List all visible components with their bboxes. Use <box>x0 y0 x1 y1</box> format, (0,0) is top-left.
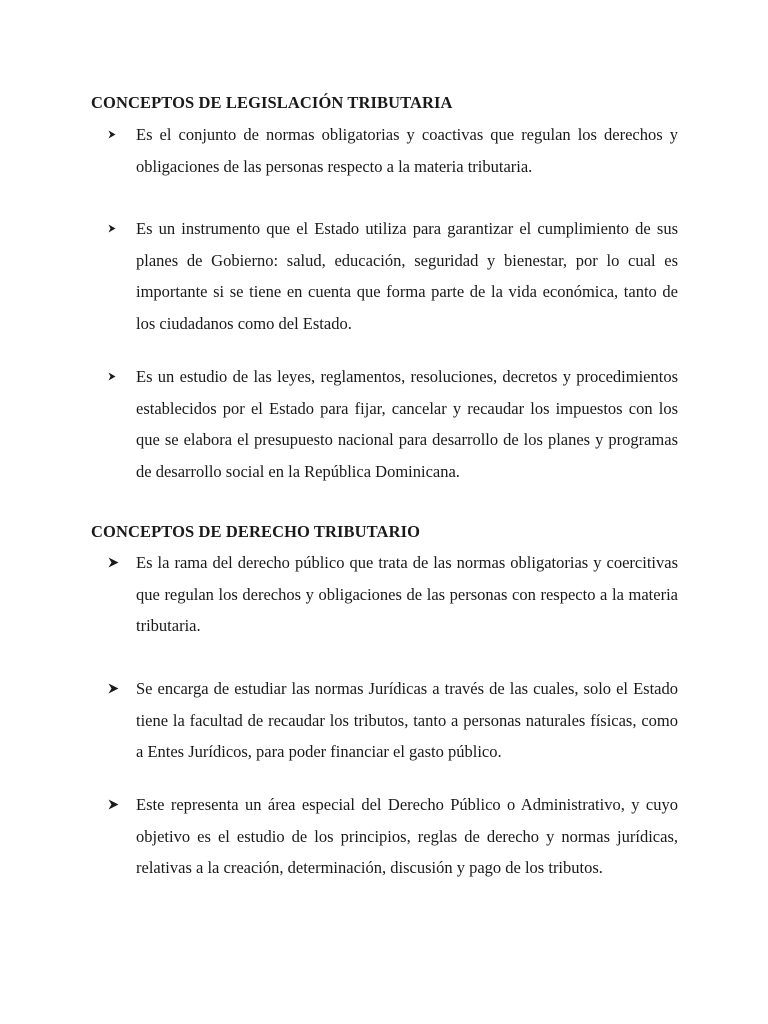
section-heading-legislacion: CONCEPTOS DE LEGISLACIÓN TRIBUTARIA <box>91 93 453 112</box>
list-item-text: Es la rama del derecho público que trata de las normas obligatorias y coercitivas que regulan los derechos y obligaciones de las personas con respecto a la materia tributaria. <box>136 553 678 635</box>
arrowhead-bullet-icon <box>108 789 122 819</box>
arrowhead-bullet-icon <box>108 547 122 577</box>
list-item-text: Este representa un área especial del Derecho Público o Administrativo, y cuyo objetivo es el estudio de los principios, reglas de derecho y normas jurídicas, relativas a la creación, determinación, discusión y pago de los tributos. <box>136 795 678 877</box>
section-heading-derecho: CONCEPTOS DE DERECHO TRIBUTARIO <box>91 522 421 541</box>
list-item <box>108 361 678 487</box>
chevron-right-icon <box>108 213 122 243</box>
list-item-text: Es el conjunto de normas obligatorias y coactivas que regulan los derechos y obligaciones de las personas respecto a la materia tributaria. <box>136 125 678 176</box>
list-item <box>108 673 678 768</box>
list-item <box>108 119 678 182</box>
list-item-text: Es un estudio de las leyes, reglamentos, resoluciones, decretos y procedimientos establecidos por el Estado para fijar, cancelar y recaudar los impuestos con los que se elabora el presupuesto nacional para desarrollo de los planes y programas de desarrollo social en la República Dominicana. <box>136 367 678 481</box>
list-item-text: Se encarga de estudiar las normas Jurídicas a través de las cuales, solo el Estado tiene la facultad de recaudar los tributos, tanto a personas naturales físicas, como a Entes Jurídicos, para poder financiar el gasto público. <box>136 679 678 761</box>
list-item <box>108 789 678 884</box>
chevron-right-icon <box>108 119 122 149</box>
list-item <box>108 547 678 642</box>
chevron-right-icon <box>108 361 122 391</box>
list-item <box>108 213 678 339</box>
list-item-text: Es un instrumento que el Estado utiliza para garantizar el cumplimiento de sus planes de Gobierno: salud, educación, seguridad y bienestar, por lo cual es importante si se tiene en cuenta que forma parte de la vida económica, tanto de los ciudadanos como del Estado. <box>136 219 678 333</box>
arrowhead-bullet-icon <box>108 673 122 703</box>
